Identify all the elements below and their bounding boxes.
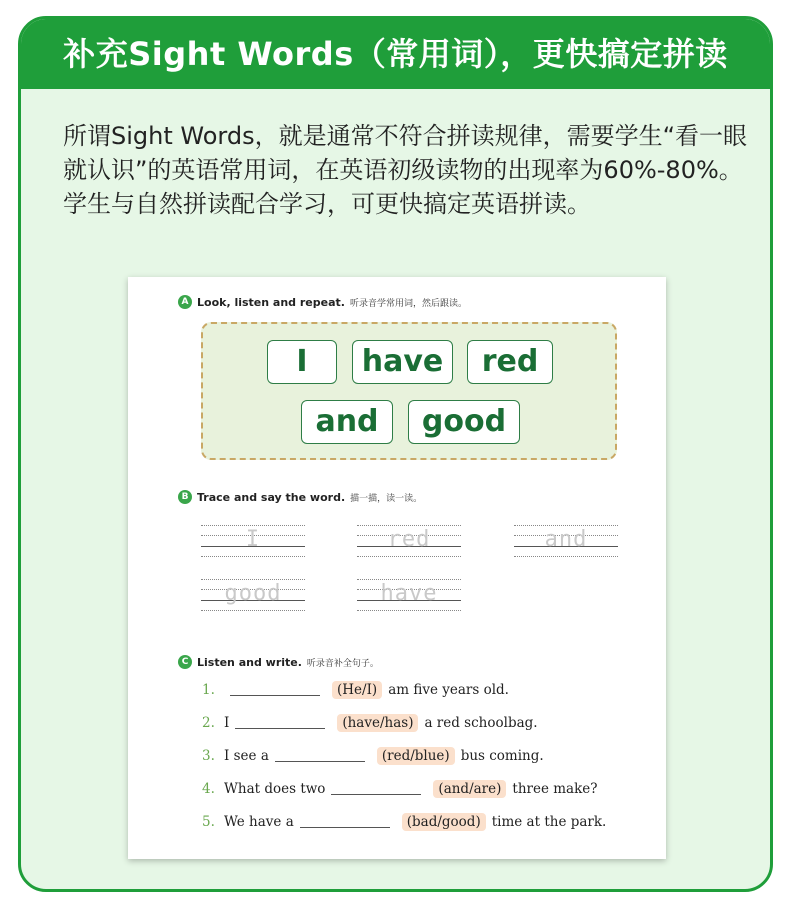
answer-blank[interactable]	[235, 717, 325, 729]
choice-hint: (and/are)	[433, 780, 506, 798]
trace-word[interactable]	[357, 579, 461, 611]
answer-blank[interactable]	[300, 816, 390, 828]
card-header-title: 补充Sight Words（常用词），更快搞定拼读	[21, 19, 770, 89]
trace-word[interactable]	[201, 525, 305, 557]
sentence-before: I	[224, 715, 230, 731]
choice-hint: (bad/good)	[402, 813, 486, 831]
word-card[interactable]: have	[352, 340, 453, 384]
sentence-item	[202, 681, 509, 699]
section-c-heading: Listen and write.	[197, 655, 302, 669]
sentence-item	[202, 747, 544, 765]
sentence-after: time at the park.	[491, 814, 607, 830]
sight-word-box	[201, 322, 617, 460]
section-b-heading-cn: 描一描，读一读。	[350, 493, 423, 504]
section-b-heading: Trace and say the word.	[197, 490, 346, 504]
answer-blank[interactable]	[275, 750, 365, 762]
answer-blank[interactable]	[331, 783, 421, 795]
worksheet-page	[128, 277, 666, 859]
trace-word[interactable]	[357, 525, 461, 557]
sentence-after: bus coming.	[460, 748, 544, 764]
section-b-title	[178, 490, 422, 504]
word-card[interactable]: good	[408, 400, 520, 444]
trace-word-text: and	[544, 527, 588, 552]
sentence-before: What does two	[224, 781, 326, 797]
sentence-item	[202, 714, 538, 732]
section-a-heading-cn: 听录音学常用词，然后跟读。	[349, 298, 467, 309]
word-card[interactable]: red	[467, 340, 553, 384]
intro-paragraph: 所谓Sight Words，就是通常不符合拼读规律，需要学生“看一眼就认识”的英语常用词，在英语初级读物的出现率为60%-80%。学生与自然拼读配合学习，可更快搞定英语拼读。	[63, 122, 748, 218]
sentence-item	[202, 780, 598, 798]
trace-word-text: have	[380, 581, 438, 606]
trace-word[interactable]	[514, 525, 618, 557]
sentence-number: 3.	[202, 748, 215, 764]
sentence-before: We have a	[224, 814, 294, 830]
sentence-number: 2.	[202, 715, 215, 731]
sentence-after: am five years old.	[388, 682, 509, 698]
sentence-after: three make?	[512, 781, 598, 797]
sentence-before: I see a	[224, 748, 269, 764]
trace-word-text: I	[245, 527, 261, 552]
section-b-badge: B	[178, 490, 192, 504]
choice-hint: (He/I)	[332, 681, 382, 699]
sight-words-card	[18, 16, 773, 892]
answer-blank[interactable]	[230, 684, 320, 696]
section-a-badge: A	[178, 295, 192, 309]
section-c-heading-cn: 听录音补全句子。	[306, 658, 379, 669]
sentence-after: a red schoolbag.	[424, 715, 538, 731]
choice-hint: (red/blue)	[377, 747, 455, 765]
choice-hint: (have/has)	[337, 714, 418, 732]
word-card[interactable]: and	[301, 400, 393, 444]
sentence-number: 1.	[202, 682, 215, 698]
trace-word-text: red	[387, 527, 431, 552]
trace-word[interactable]	[201, 579, 305, 611]
sentence-item	[202, 813, 606, 831]
trace-word-text: good	[224, 581, 282, 606]
section-a-heading: Look, listen and repeat.	[197, 295, 345, 309]
word-card[interactable]: I	[267, 340, 337, 384]
sentence-number: 4.	[202, 781, 215, 797]
section-a-title	[178, 295, 467, 309]
section-c-badge: C	[178, 655, 192, 669]
section-c-title	[178, 655, 379, 669]
sentence-number: 5.	[202, 814, 215, 830]
